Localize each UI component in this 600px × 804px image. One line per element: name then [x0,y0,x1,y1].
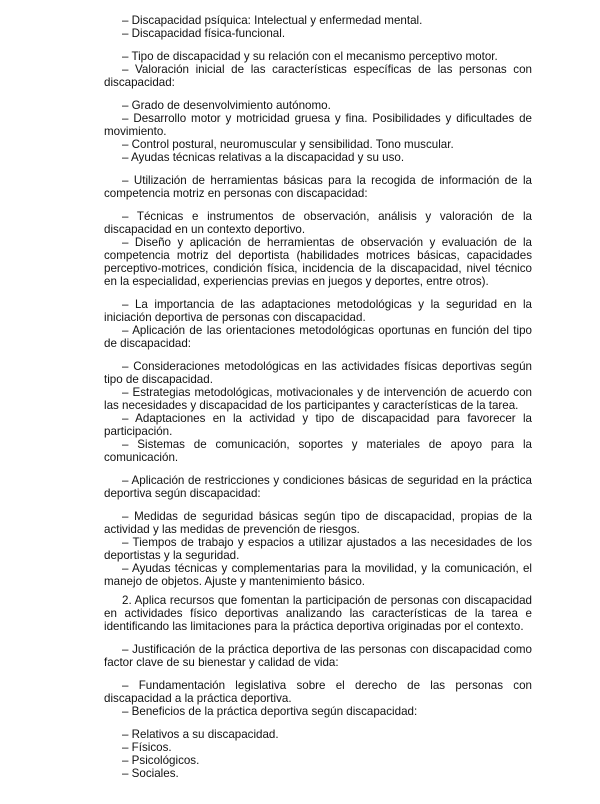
list-item: – Control postural, neuromuscular y sensibilidad. Tono muscular. [122,138,454,151]
list-item: – Adaptaciones en la actividad y tipo de discapacidad para favorecer la participación. [104,412,532,438]
list-item: – Valoración inicial de las características específicas de las personas con discapacidad: [104,63,532,89]
list-item: – Ayudas técnicas y complementarias para la movilidad, y la comunicación, el manejo de objetos. Ajuste y mantenimiento básico. [104,562,532,588]
list-item: – Grado de desenvolvimiento autónomo. [122,99,331,112]
list-item: – Diseño y aplicación de herramientas de observación y evaluación de la competencia motriz del deportista (habilidades motrices básicas, capacidades perceptivo-motrices, condición física, incidencia de la discapacidad, nivel técnico en la especialidad, experiencias previas en juegos y deportes, entre otros). [104,236,532,288]
list-item: – Relativos a su discapacidad. [122,728,279,741]
list-item: – Sociales. [122,767,179,780]
list-item: – Discapacidad psíquica: Intelectual y enfermedad mental. [122,14,423,27]
list-item: – Estrategias metodológicas, motivacionales y de intervención de acuerdo con las necesidades y discapacidad de los participantes y características de la tarea. [104,386,532,412]
list-item: – Tipo de discapacidad y su relación con el mecanismo perceptivo motor. [122,50,498,63]
list-item: – Discapacidad física-funcional. [122,27,286,40]
list-item: – Técnicas e instrumentos de observación, análisis y valoración de la discapacidad en un contexto deportivo. [104,210,532,236]
section-item: – Justificación de la práctica deportiva de las personas con discapacidad como factor clave de su bienestar y calidad de vida: [104,643,532,669]
numbered-heading: 2. Aplica recursos que fomentan la participación de personas con discapacidad en actividades físico deportivas analizando las características de la tarea e identificando las limitaciones para la práctica deportiva originadas por el contexto. [104,594,532,633]
list-item: – Medidas de seguridad básicas según tipo de discapacidad, propias de la actividad y las medidas de prevención de riesgos. [104,510,532,536]
list-item: – Consideraciones metodológicas en las actividades físicas deportivas según tipo de discapacidad. [104,360,532,386]
section-item: – La importancia de las adaptaciones metodológicas y la seguridad en la iniciación deportiva de personas con discapacidad. [104,298,532,324]
list-item: – Ayudas técnicas relativas a la discapacidad y su uso. [122,151,405,164]
list-item: – Físicos. [122,741,172,754]
list-item: – Sistemas de comunicación, soportes y materiales de apoyo para la comunicación. [104,438,532,464]
list-item: – Tiempos de trabajo y espacios a utilizar ajustados a las necesidades de los deportistas y la seguridad. [104,536,532,562]
section-item: – Aplicación de restricciones y condiciones básicas de seguridad en la práctica deportiva según discapacidad: [104,474,532,500]
list-item: – Beneficios de la práctica deportiva según discapacidad: [122,705,418,718]
list-item: – Desarrollo motor y motricidad gruesa y fina. Posibilidades y dificultades de movimiento. [104,112,532,138]
section-item: – Aplicación de las orientaciones metodológicas oportunas en función del tipo de discapacidad: [104,324,532,350]
list-item: – Psicológicos. [122,754,200,767]
section-item: – Utilización de herramientas básicas para la recogida de información de la competencia motriz en personas con discapacidad: [104,174,532,200]
list-item: – Fundamentación legislativa sobre el derecho de las personas con discapacidad a la práctica deportiva. [104,679,532,705]
document-page [104,14,532,780]
